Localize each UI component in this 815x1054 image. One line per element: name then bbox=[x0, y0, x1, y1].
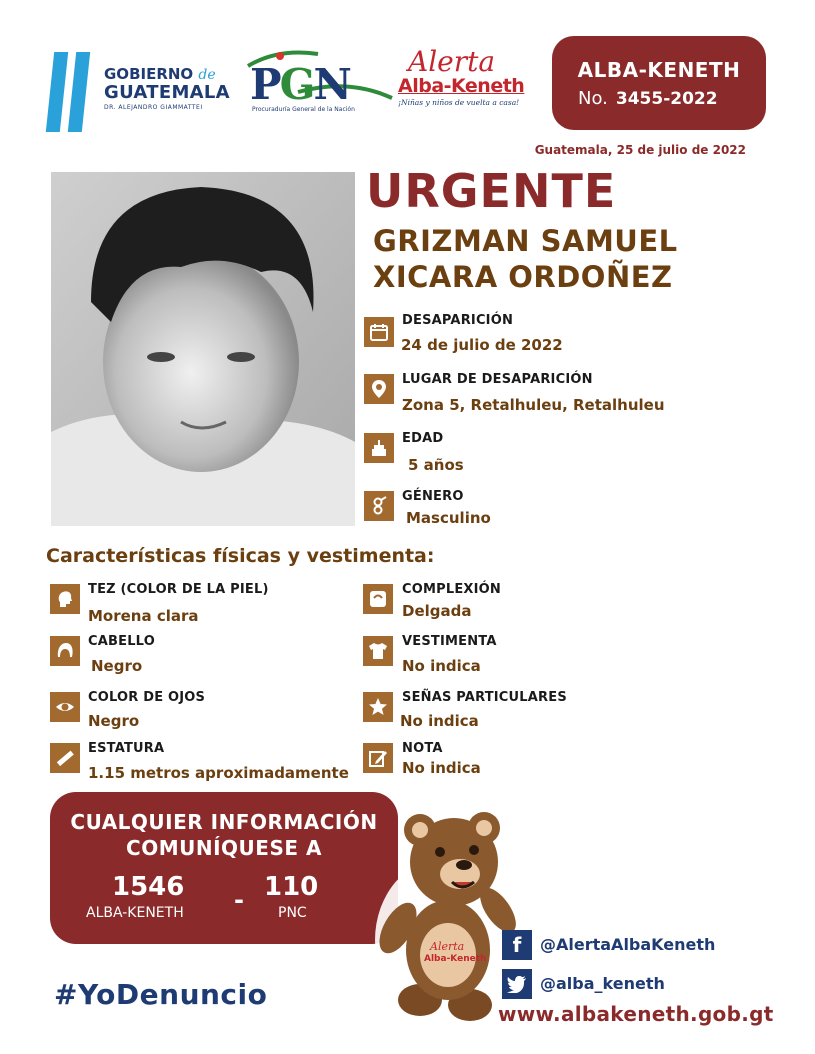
char-value: No indica bbox=[402, 657, 481, 675]
gobierno-de: de bbox=[198, 67, 216, 83]
gobierno-logo-bars bbox=[50, 52, 96, 132]
scale-icon bbox=[363, 584, 393, 614]
fact-value: 5 años bbox=[408, 456, 464, 474]
case-number-box bbox=[552, 36, 766, 130]
gobierno-line1: GOBIERNO bbox=[104, 65, 194, 83]
char-label: COLOR DE OJOS bbox=[88, 690, 206, 705]
phone-pnc-label: PNC bbox=[278, 905, 307, 921]
head-profile-icon bbox=[50, 584, 80, 614]
facebook-handle: @AlertaAlbaKeneth bbox=[540, 935, 716, 954]
bear-logo-alerta: Alerta bbox=[430, 940, 465, 953]
fact-label: LUGAR DE DESAPARICIÓN bbox=[402, 372, 593, 387]
char-label: CABELLO bbox=[88, 634, 155, 649]
gender-icon bbox=[364, 491, 394, 521]
case-no-label: No. bbox=[578, 88, 608, 109]
calendar-icon bbox=[364, 317, 394, 347]
phone-pnc[interactable]: 110 bbox=[264, 872, 319, 902]
pgn-logo bbox=[238, 48, 394, 120]
pgn-letters: PGN bbox=[250, 60, 350, 109]
fact-value: Masculino bbox=[406, 509, 491, 527]
birthday-cake-icon bbox=[364, 433, 394, 463]
child-name-line2: XICARA ORDOÑEZ bbox=[373, 260, 673, 294]
char-label: COMPLEXIÓN bbox=[402, 582, 502, 597]
char-label: TEZ (COLOR DE LA PIEL) bbox=[88, 582, 269, 597]
alerta-logo bbox=[398, 45, 532, 107]
alerta-name: Alba-Keneth bbox=[398, 75, 525, 97]
char-value: Morena clara bbox=[88, 607, 199, 625]
ruler-icon bbox=[50, 743, 80, 773]
alerta-word: Alerta bbox=[408, 45, 496, 78]
char-label: VESTIMENTA bbox=[402, 634, 497, 649]
phone-separator: - bbox=[234, 886, 244, 914]
child-photo bbox=[51, 172, 355, 526]
characteristics-title: Características físicas y vestimenta: bbox=[46, 545, 435, 567]
char-label: NOTA bbox=[402, 741, 443, 756]
eye-icon bbox=[50, 692, 80, 722]
phone-alba-keneth[interactable]: 1546 bbox=[112, 872, 185, 902]
hashtag: #YoDenuncio bbox=[54, 978, 268, 1011]
shirt-icon bbox=[363, 636, 393, 666]
note-pencil-icon bbox=[363, 743, 393, 773]
case-no-value: 3455-2022 bbox=[615, 89, 718, 109]
contact-box bbox=[50, 792, 398, 944]
char-value: Negro bbox=[91, 657, 143, 675]
char-value: No indica bbox=[400, 712, 479, 730]
fact-label: DESAPARICIÓN bbox=[402, 313, 514, 328]
contact-line1: CUALQUIER INFORMACIÓN bbox=[70, 810, 378, 834]
char-value: No indica bbox=[402, 759, 481, 777]
pgn-subtitle: Procuraduría General de la Nación bbox=[252, 106, 355, 113]
facebook-icon: f bbox=[502, 930, 532, 960]
bear-logo-name: Alba-Keneth bbox=[424, 954, 487, 964]
website-link[interactable]: www.albakeneth.gob.gt bbox=[498, 1002, 774, 1026]
char-value: 1.15 metros aproximadamente bbox=[88, 764, 349, 782]
location-pin-icon bbox=[364, 374, 394, 404]
char-label: ESTATURA bbox=[88, 741, 165, 756]
star-icon bbox=[363, 692, 393, 722]
hair-icon bbox=[50, 636, 80, 666]
case-title: ALBA-KENETH bbox=[577, 58, 741, 82]
fact-value: Zona 5, Retalhuleu, Retalhuleu bbox=[402, 396, 665, 414]
gobierno-logo bbox=[104, 66, 234, 111]
case-number bbox=[578, 88, 718, 109]
twitter-handle: @alba_keneth bbox=[540, 974, 665, 993]
fact-label: GÉNERO bbox=[402, 489, 464, 504]
alerta-tagline: ¡Niñas y niños de vuelta a casa! bbox=[398, 98, 520, 107]
char-value: Delgada bbox=[402, 602, 472, 620]
gobierno-line2: GUATEMALA bbox=[104, 82, 230, 103]
publication-date: Guatemala, 25 de julio de 2022 bbox=[534, 143, 746, 157]
fact-value: 24 de julio de 2022 bbox=[401, 336, 563, 354]
char-label: SEÑAS PARTICULARES bbox=[402, 690, 567, 705]
char-value: Negro bbox=[88, 712, 140, 730]
urgent-heading: URGENTE bbox=[366, 164, 617, 218]
child-name-line1: GRIZMAN SAMUEL bbox=[373, 224, 678, 258]
twitter-icon bbox=[502, 969, 532, 999]
gobierno-line3: DR. ALEJANDRO GIAMMATTEI bbox=[104, 104, 203, 111]
fact-label: EDAD bbox=[402, 431, 444, 446]
phone-alba-keneth-label: ALBA-KENETH bbox=[86, 905, 184, 921]
contact-line2: COMUNÍQUESE A bbox=[126, 836, 322, 860]
